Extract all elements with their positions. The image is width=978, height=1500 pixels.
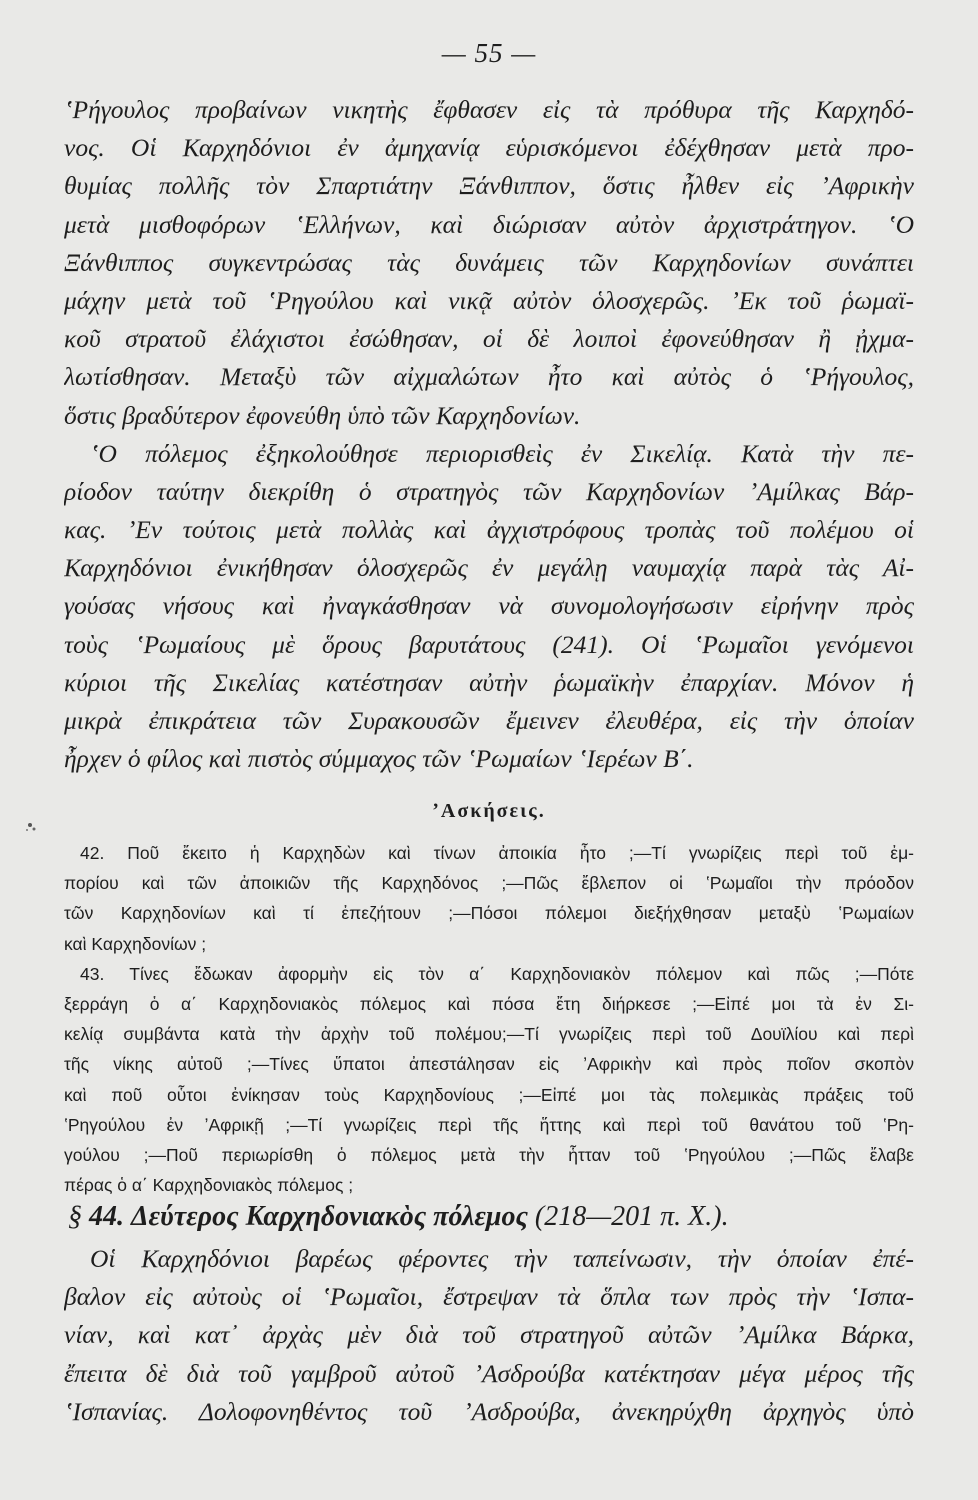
exercise-line: πέρας ὁ α΄ Καρχηδονιακὸς πόλεμος ; <box>64 1175 354 1196</box>
text-line: Ξάνθιππος συγκεντρώσας τὰς δυνάμεις τῶν Καρχηδονίων συνάπτει <box>64 247 914 277</box>
section-number: 44. <box>89 1201 124 1232</box>
text-line: μετὰ μισθοφόρων ʽΕλλήνων, καὶ διώρισαν αὐτὸν ἀρχιστράτηγον. ʽΟ <box>64 209 914 239</box>
text-line: μάχην μετὰ τοῦ ʽΡηγούλου καὶ νικᾷ αὐτὸν ὁλοσχερῶς. ʼΕκ τοῦ ῥωμαϊ- <box>64 285 914 315</box>
exercises-text <box>64 838 914 1200</box>
text-line: ρίοδον ταύτην διεκρίθη ὁ στρατηγὸς τῶν Καρχηδονίων ʼΑμίλκας Βάρ- <box>64 476 914 506</box>
text-line: ἔπειτα δὲ διὰ τοῦ γαμβροῦ αὐτοῦ ʼΑσδρούβα κατέκτησαν μέγα μέρος τῆς <box>64 1358 914 1388</box>
text-line: Οἱ Καρχηδόνιοι βαρέως φέροντες τὴν ταπείνωσιν, τὴν ὁποίαν ἐπέ- <box>90 1244 914 1273</box>
exercise-line: ʽΡηγούλου ἐν ʼΑφρικῇ ;—Τί γνωρίζεις περὶ τῆς ἥττης καὶ περὶ τοῦ θανάτου τοῦ ʽΡη- <box>64 1114 914 1135</box>
section-title: Δεύτερος Καρχηδονιακὸς πόλεμος <box>131 1201 528 1232</box>
section-dates: (218—201 π. Χ.). <box>534 1201 729 1232</box>
exercise-line: τῶν Καρχηδονίων καὶ τί ἐπεζήτουν ;—Πόσοι πόλεμοι διεξήχθησαν μεταξὺ ʽΡωμαίων <box>64 903 914 924</box>
exercise-line: πορίου καὶ τῶν ἀποικιῶν τῆς Καρχηδόνος ;—Πῶς ἔβλεπον οἱ ʽΡωμαῖοι τὴν πρόοδον <box>64 873 914 894</box>
exercises-heading: ʼΑσκήσεις. <box>432 800 546 822</box>
section-symbol: § <box>68 1201 82 1232</box>
text-line: κύριοι τῆς Σικελίας κατέστησαν αὐτὴν ῥωμαϊκὴν ἐπαρχίαν. Μόνον ἡ <box>64 667 914 697</box>
section-heading <box>68 1201 918 1233</box>
text-line: ʽΟ πόλεμος ἐξηκολούθησε περιορισθεὶς ἐν Σικελίᾳ. Κατὰ τὴν πε- <box>90 438 914 468</box>
exercise-line: καὶ ποῦ οὗτοι ἐνίκησαν τοὺς Καρχηδονίους ;—Εἰπέ μοι τὰς πολεμικὰς πράξεις τοῦ <box>64 1084 914 1105</box>
section-text <box>64 1240 914 1431</box>
text-line: κας. ʼΕν τούτοις μετὰ πολλὰς καὶ ἀγχιστρόφους τροπὰς τοῦ πολέμου οἱ <box>64 515 914 545</box>
exercise-line: 43. Τίνες ἔδωκαν ἀφορμὴν εἰς τὸν α΄ Καρχηδονιακὸν πόλεμον καὶ πῶς ;—Πότε <box>80 963 914 984</box>
text-line: γούσας νήσους καὶ ἠναγκάσθησαν νὰ συνομολογήσωσιν εἰρήνην πρὸς <box>64 591 914 621</box>
text-line: μικρὰ ἐπικράτεια τῶν Συρακουσῶν ἔμεινεν ἐλευθέρα, εἰς τὴν ὁποίαν <box>64 706 914 735</box>
exercise-line: τῆς νίκης αὐτοῦ ;—Τίνες ὕπατοι ἀπεστάλησαν εἰς ʼΑφρικὴν καὶ πρὸς ποῖον σκοπὸν <box>64 1054 914 1075</box>
text-line: λωτίσθησαν. Μεταξὺ τῶν αἰχμαλώτων ἦτο καὶ αὐτὸς ὁ ʽΡήγουλος, <box>64 362 914 392</box>
exercise-line: γούλου ;—Ποῦ περιωρίσθη ὁ πόλεμος μετὰ τὴν ἧτταν τοῦ ʽΡηγούλου ;—Πῶς ἔλαβε <box>64 1144 914 1165</box>
exercise-line: κελίᾳ συμβάντα κατὰ τὴν ἀρχὴν τοῦ πολέμου;—Τί γνωρίζεις περὶ τοῦ Δουϊλίου καὶ περὶ <box>64 1024 914 1045</box>
text-line: τοὺς ʽΡωμαίους μὲ ὅρους βαρυτάτους (241). Οἱ ʽΡωμαῖοι γενόμενοι <box>64 629 914 659</box>
text-line: θυμίας πολλῆς τὸν Σπαρτιάτην Ξάνθιππον, ὅστις ἦλθεν εἰς ʼΑφρικὴν <box>64 171 914 201</box>
text-line: νίαν, καὶ κατ᾿ ἀρχὰς μὲν διὰ τοῦ στρατηγοῦ αὐτῶν ʼΑμίλκα Βάρκα, <box>64 1320 914 1350</box>
page-number: — 55 — <box>441 38 537 68</box>
exercise-line: καὶ Καρχηδονίων ; <box>64 933 207 954</box>
main-text <box>64 91 914 778</box>
text-line: ὅστις βραδύτερον ἐφονεύθη ὑπὸ τῶν Καρχηδονίων. <box>64 400 581 430</box>
text-line: ʽΡήγουλος προβαίνων νικητὴς ἔφθασεν εἰς τὰ πρόθυρα τῆς Καρχηδό- <box>64 95 914 124</box>
text-line: ἦρχεν ὁ φίλος καὶ πιστὸς σύμμαχος τῶν ʽΡωμαίων ʽΙερέων Β΄. <box>64 744 694 774</box>
text-line: Καρχηδόνιοι ἐνικήθησαν ὁλοσχερῶς ἐν μεγάλῃ ναυμαχίᾳ παρὰ τὰς Αἰ- <box>64 553 914 583</box>
text-line: βαλον εἰς αὐτοὺς οἱ ʽΡωμαῖοι, ἔστρεψαν τὰ ὅπλα των πρὸς τὴν ʽΙσπα- <box>64 1282 914 1312</box>
text-line: νος. Οἱ Καρχηδόνιοι ἐν ἀμηχανίᾳ εὑρισκόμενοι ἐδέχθησαν μετὰ προ- <box>64 133 914 163</box>
text-line: ʽΙσπανίας. Δολοφονηθέντος τοῦ ʼΑσδρούβα, ἀνεκηρύχθη ἀρχηγὸς ὑπὸ <box>64 1396 914 1426</box>
text-line: κοῦ στρατοῦ ἐλάχιστοι ἐσώθησαν, οἱ δὲ λοιποὶ ἐφονεύθησαν ἢ ᾐχμα- <box>64 324 914 354</box>
exercise-line: ξερράγη ὁ α΄ Καρχηδονιακὸς πόλεμος καὶ πόσα ἔτη διήρκεσε ;—Εἰπέ μοι τὰ ἐν Σι- <box>64 993 914 1014</box>
exercise-line: 42. Ποῦ ἔκειτο ἡ Καρχηδὼν καὶ τίνων ἀποικία ἦτο ;—Τί γνωρίζεις περὶ τοῦ ἐμ- <box>80 843 914 863</box>
